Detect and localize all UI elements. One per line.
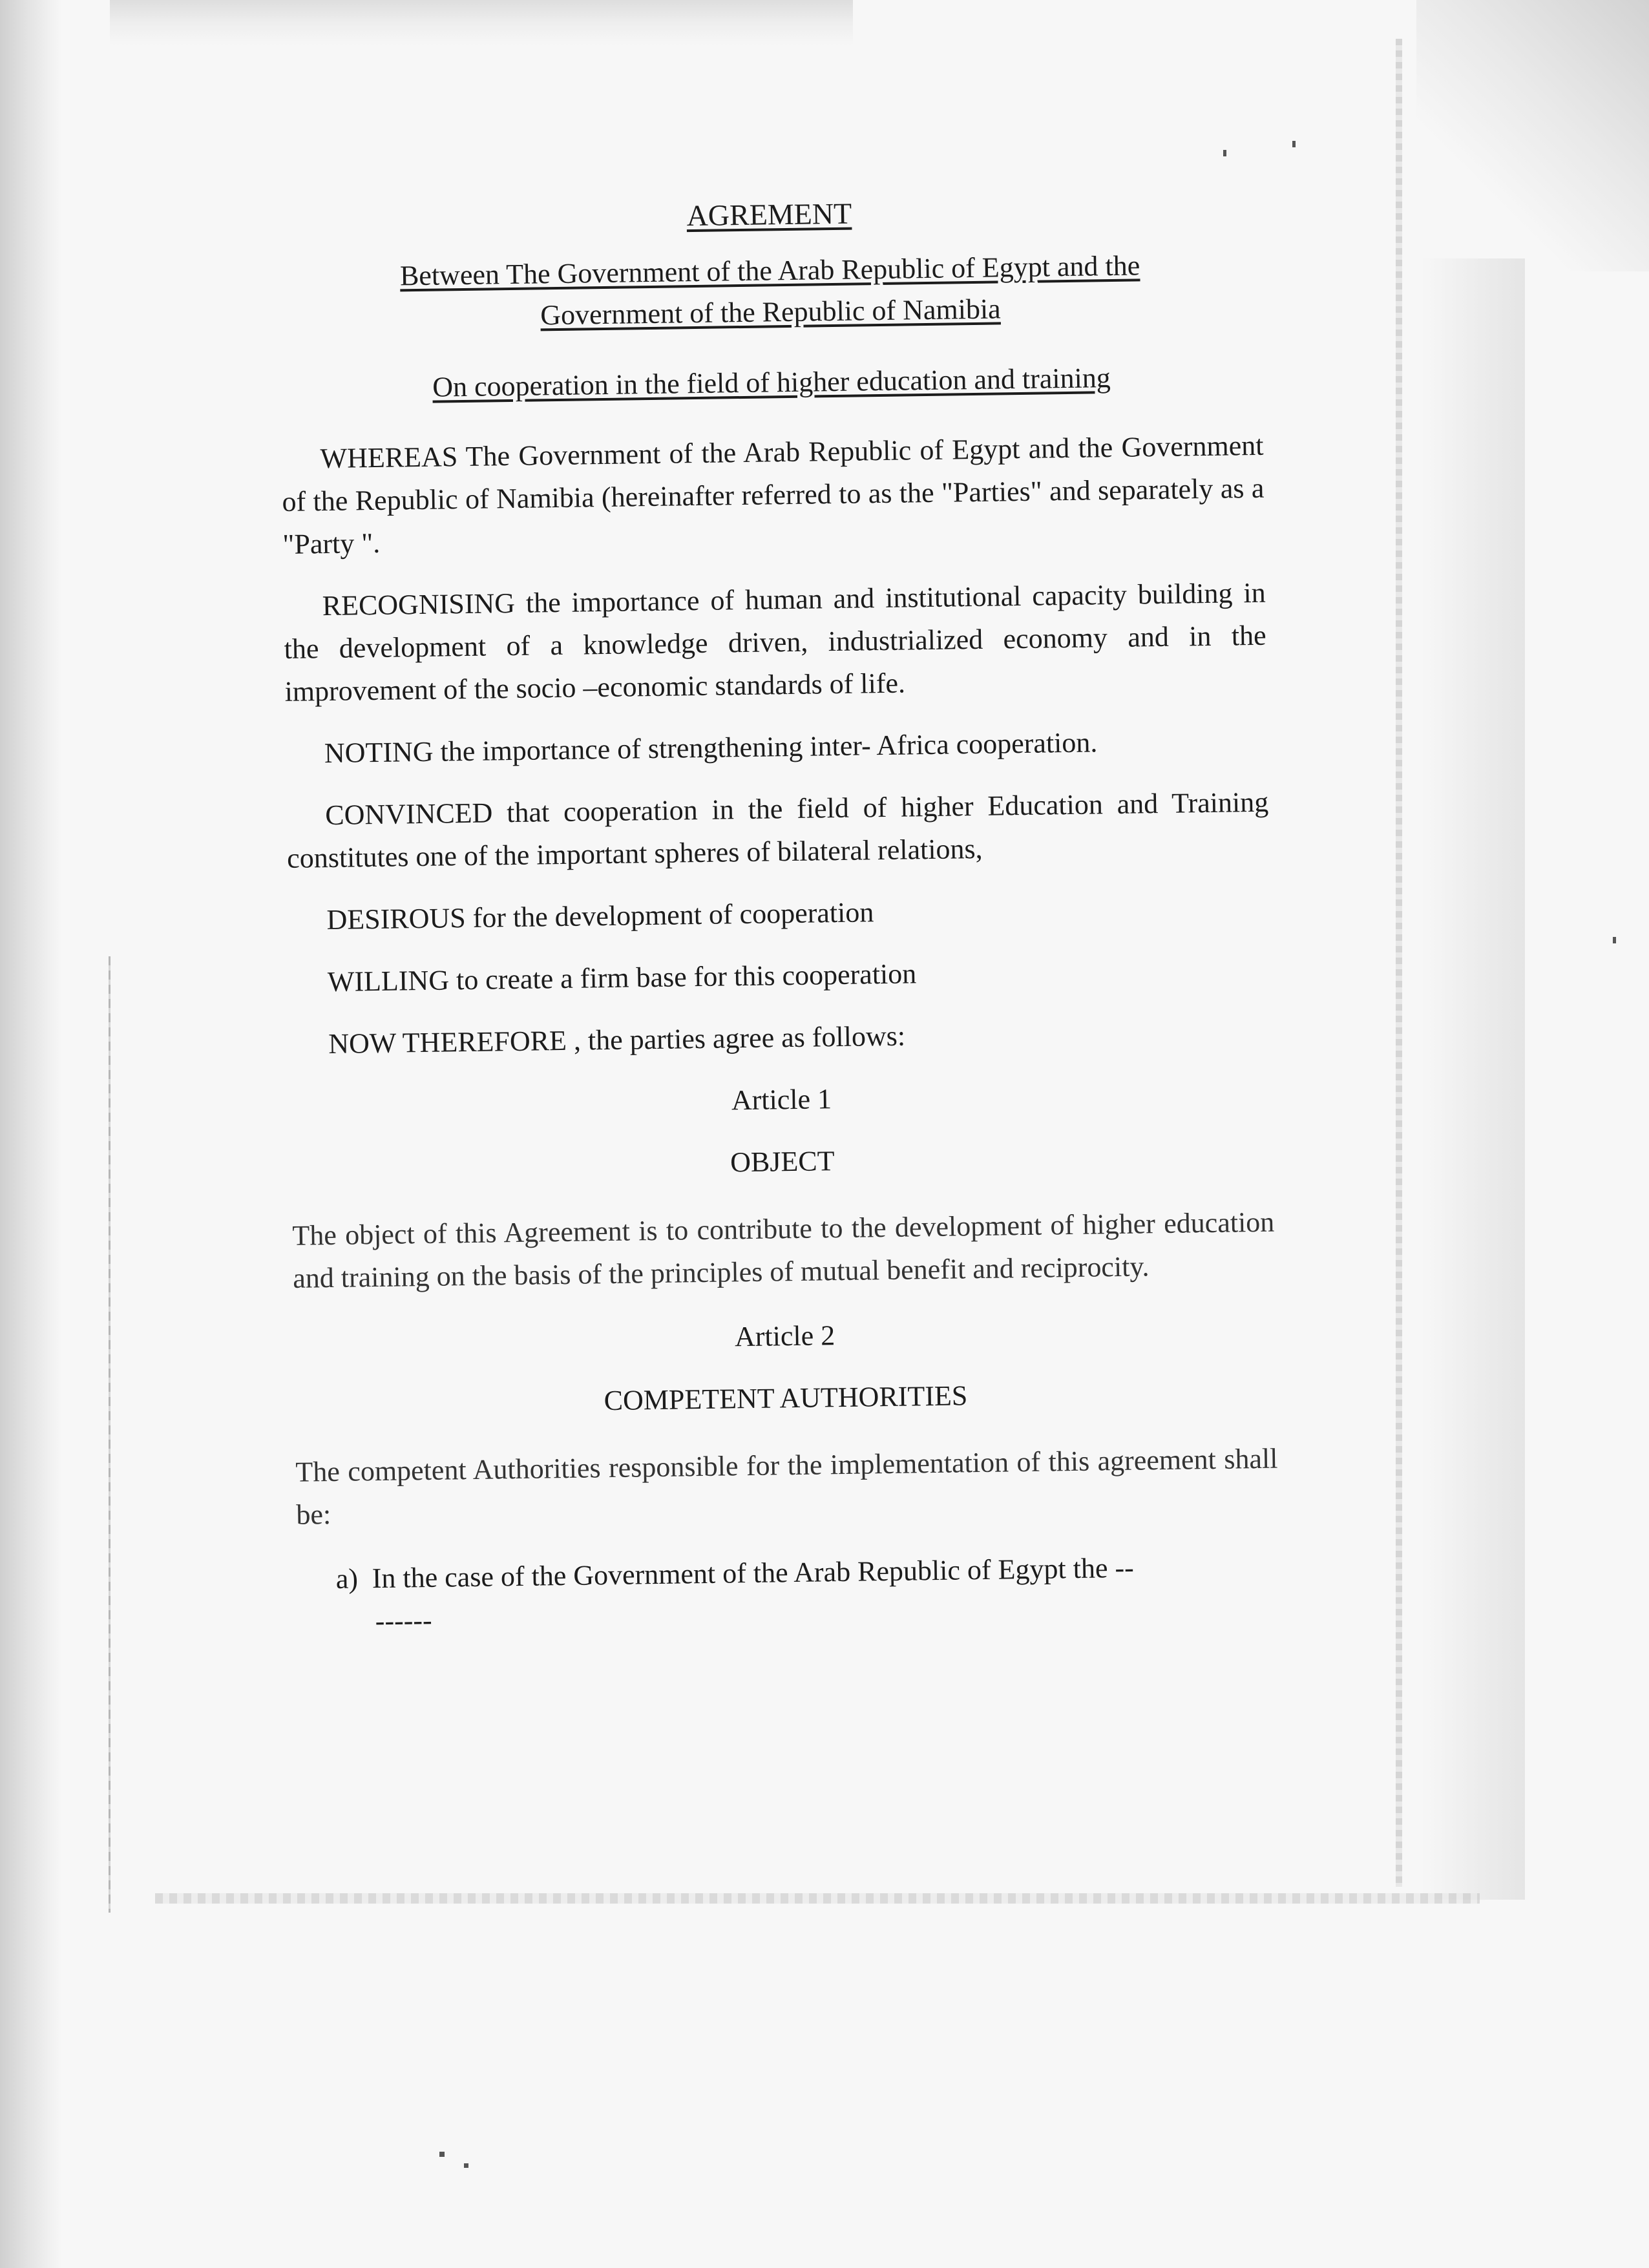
scan-left-edge (0, 0, 61, 2268)
document-subtitle-line-1: Between The Government of the Arab Republic of Egypt and the (399, 249, 1140, 292)
scan-folded-corner (1416, 0, 1649, 271)
document-title: AGREMENT (686, 196, 852, 233)
article-2-item-a-continuation: ------ (375, 1604, 432, 1637)
preamble-noting: NOTING the importance of strengthening inter- Africa cooperation. (324, 726, 1098, 770)
list-marker: a) (335, 1562, 359, 1595)
scan-bottom-artifact-line (155, 1893, 1480, 1904)
document-subtitle-line-2: Government of the Republic of Namibia (540, 293, 1001, 331)
scan-speck (439, 2152, 445, 2157)
scan-right-shadow (1422, 258, 1525, 1900)
preamble-convinced: CONVINCED that cooperation in the field of higher Education and Training constitutes one of the important spheres of bilateral relations, (286, 786, 1269, 874)
article-2-heading: COMPETENT AUTHORITIES (604, 1380, 968, 1417)
article-1-number: Article 1 (731, 1083, 832, 1117)
preamble-willing: WILLING to create a firm base for this cooperation (327, 958, 917, 998)
scan-speck (1223, 150, 1226, 156)
preamble-now-therefore: NOW THEREFORE , the parties agree as follows: (328, 1020, 906, 1060)
preamble-whereas: WHEREAS The Government of the Arab Republic of Egypt and the Government of the Republic of Namibia (hereinafter referred to as the "Parties" and separately as a "Party ". (282, 429, 1265, 560)
article-1-text: The object of this Agreement is to contribute to the development of higher education and training on the basis of the principles of mutual benefit and reciprocity. (292, 1206, 1275, 1294)
agreement-document (278, 187, 1280, 1644)
scan-speck (464, 2163, 468, 2168)
scan-top-strip (110, 0, 853, 45)
scan-speck (1613, 937, 1616, 943)
article-2-number: Article 2 (734, 1319, 835, 1353)
document-subject: On cooperation in the field of higher education and training (432, 362, 1111, 403)
scan-speck (1292, 141, 1296, 147)
preamble-desirous: DESIROUS for the development of cooperation (326, 896, 874, 936)
article-2-text: The competent Authorities responsible for the implementation of this agreement shall be: (295, 1442, 1278, 1531)
list-item-text: In the case of the Government of the Arab Republic of Egypt the -- (372, 1551, 1135, 1595)
scan-left-artifact-line (109, 956, 110, 1913)
scan-right-artifact-line (1396, 39, 1402, 1887)
article-1-heading: OBJECT (730, 1145, 835, 1179)
preamble-recognising: RECOGNISING the importance of human and institutional capacity building in the development of a knowledge driven, industrialized economy and in the improvement of the socio –economic standards of life. (284, 576, 1266, 708)
